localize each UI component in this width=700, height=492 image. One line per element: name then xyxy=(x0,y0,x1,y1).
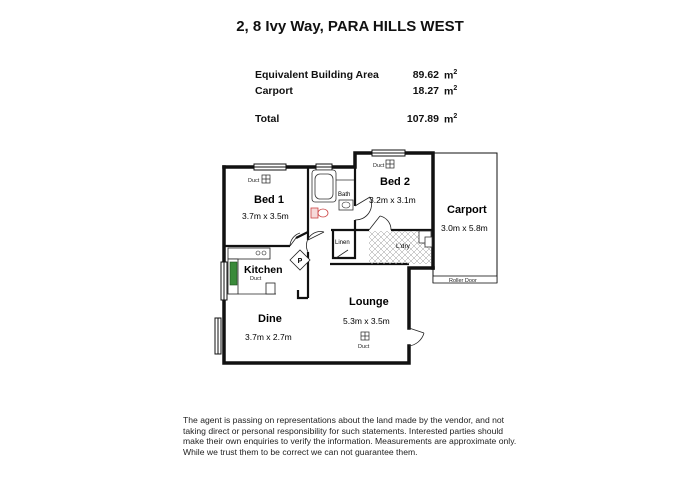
room-dims-dine: 3.7m x 2.7m xyxy=(245,332,292,342)
pantry-label: P xyxy=(297,258,303,265)
area-label: Total xyxy=(255,113,280,125)
room-dims-bed1: 3.7m x 3.5m xyxy=(242,211,289,221)
svg-text:Duct: Duct xyxy=(358,344,370,350)
area-label: Carport xyxy=(255,85,293,97)
vanity xyxy=(339,200,353,210)
area-unit: $m^2$ xyxy=(444,113,458,126)
area-unit: $m^2$ xyxy=(444,85,458,98)
room-name-bath: Bath xyxy=(338,192,351,198)
roller-door-label: Roller Door xyxy=(449,278,477,284)
area-value: 107.89 xyxy=(406,113,439,125)
room-dims-bed2: 3.2m x 3.1m xyxy=(369,195,416,205)
property-title: 2, 8 Ivy Way, PARA HILLS WEST xyxy=(236,18,464,35)
disclaimer-text: The agent is passing on representations about the land made by the vendor, and not taking direct or personal responsibility for such statements. Interested parties should make their own enquiries to verify the information. Measurements are approximate only. While we trust them to be correct we can not guarantee them. xyxy=(183,415,517,457)
room-name-bed1: Bed 1 xyxy=(254,194,284,206)
svg-text:Duct: Duct xyxy=(373,163,385,169)
room-dims-carport: 3.0m x 5.8m xyxy=(441,223,488,233)
carport-area xyxy=(433,153,497,283)
room-dims-lounge: 5.3m x 3.5m xyxy=(343,316,390,326)
area-label: Equivalent Building Area xyxy=(255,69,379,81)
svg-text:Duct: Duct xyxy=(250,276,262,282)
area-unit: $m^2$ xyxy=(444,69,458,82)
room-name-kitchen: Kitchen xyxy=(244,264,283,276)
room-name-linen: Linen xyxy=(335,240,350,246)
room-name-dine: Dine xyxy=(258,313,282,325)
svg-text:Duct: Duct xyxy=(248,178,260,184)
area-value: 18.27 xyxy=(412,85,439,97)
area-value: 89.62 xyxy=(412,69,439,81)
toilet-icon xyxy=(311,208,328,218)
room-name-bed2: Bed 2 xyxy=(380,176,410,188)
room-name-lounge: Lounge xyxy=(349,296,389,308)
room-name-carport: Carport xyxy=(447,204,487,216)
room-name-laundry: L'dry xyxy=(396,243,410,250)
laundry-tap xyxy=(425,237,432,247)
